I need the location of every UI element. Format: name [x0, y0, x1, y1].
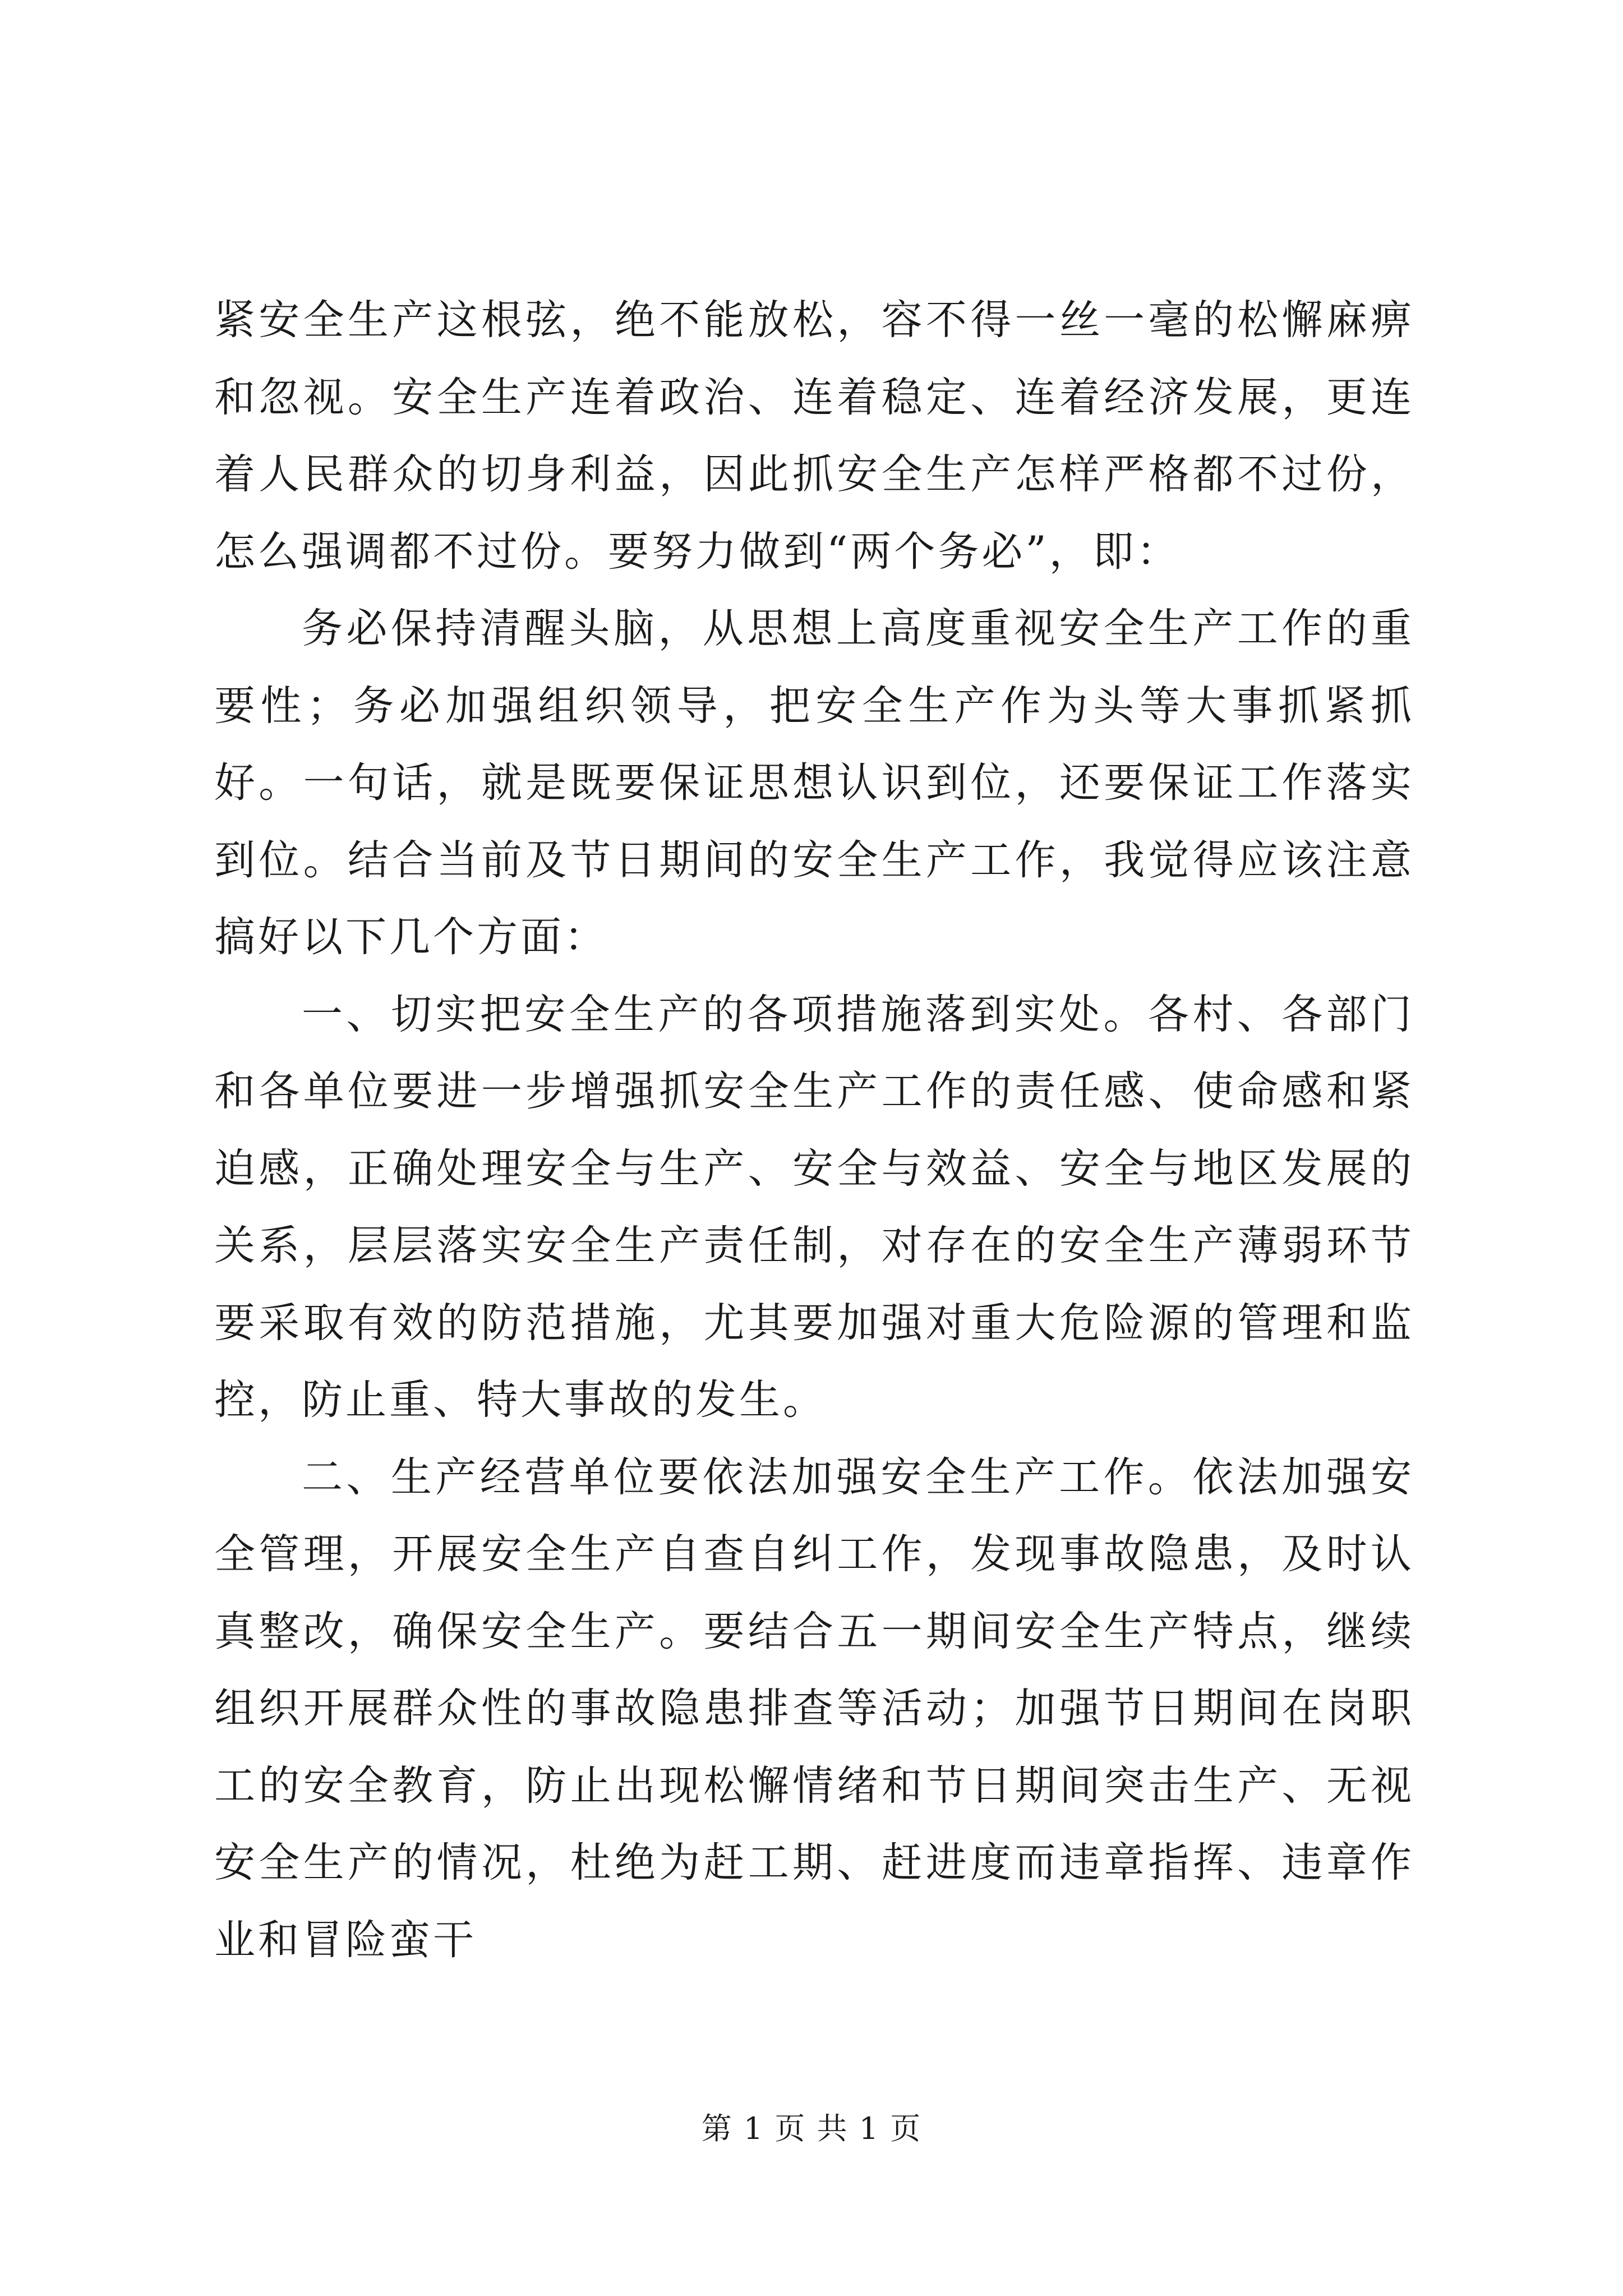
paragraph-2: 务必保持清醒头脑，从思想上高度重视安全生产工作的重要性；务必加强组织领导，把安全生产作为头等大事抓紧抓好。一句话，就是既要保证思想认识到位，还要保证工作落实到位。结合当前及节日期间的安全生产工作，我觉得应该注意搞好以下几个方面：	[214, 605, 1414, 961]
document-body	[214, 282, 1414, 1978]
paragraph-3: 一、切实把安全生产的各项措施落到实处。各村、各部门和各单位要进一步增强抓安全生产工作的责任感、使命感和紧迫感，正确处理安全与生产、安全与效益、安全与地区发展的关系，层层落实安全生产责任制，对存在的安全生产薄弱环节要采取有效的防范措施，尤其要加强对重大危险源的管理和监控，防止重、特大事故的发生。	[214, 990, 1414, 1424]
paragraph-4: 二、生产经营单位要依法加强安全生产工作。依法加强安全管理，开展安全生产自查自纠工作，发现事故隐患，及时认真整改，确保安全生产。要结合五一期间安全生产特点，继续组织开展群众性的事故隐患排查等活动；加强节日期间在岗职工的安全教育，防止出现松懈情绪和节日期间突击生产、无视安全生产的情况，杜绝为赶工期、赶进度而违章指挥、违章作业和冒险蛮干	[214, 1453, 1414, 1964]
page-footer: 第 1 页 共 1 页	[701, 2111, 922, 2146]
paragraph-1: 紧安全生产这根弦，绝不能放松，容不得一丝一毫的松懈麻痹和忽视。安全生产连着政治、连着稳定、连着经济发展，更连着人民群众的切身利益，因此抓安全生产怎样严格都不过份，怎么强调都不过份。要努力做到“两个务必”，即：	[214, 296, 1414, 576]
